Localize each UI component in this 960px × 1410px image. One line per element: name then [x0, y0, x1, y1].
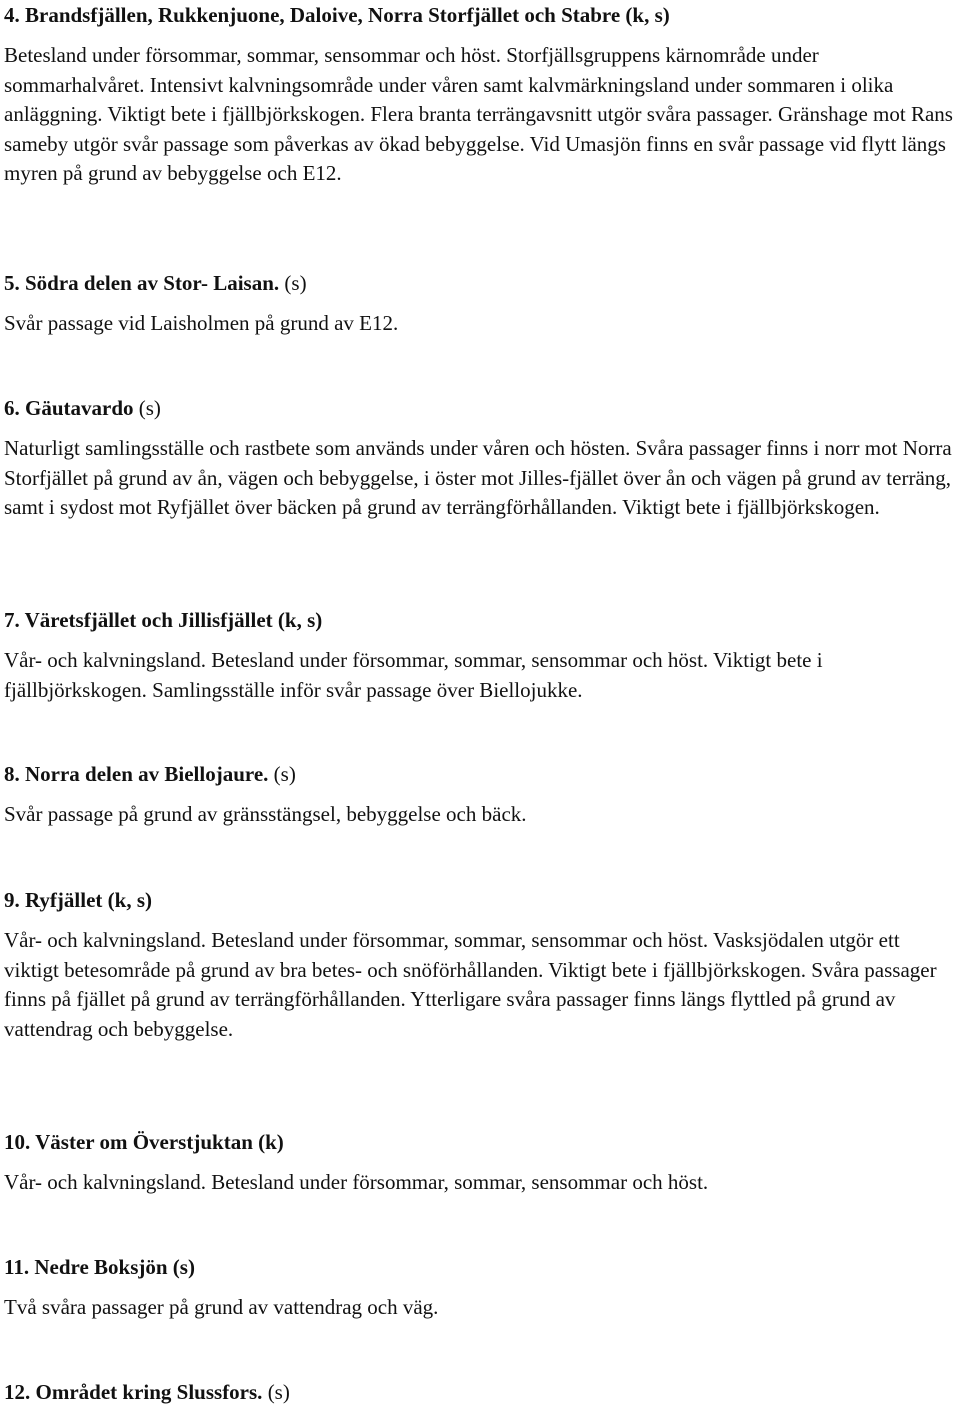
section-heading [4, 1377, 956, 1407]
section-title: 6. Gäutavardo [4, 396, 134, 420]
section-heading [4, 1252, 956, 1282]
section-5 [4, 268, 956, 339]
section-heading [4, 885, 956, 915]
section-8 [4, 759, 956, 830]
section-code: (s) [268, 762, 296, 786]
section-body: Naturligt samlingsställe och rastbete som används under våren och hösten. Svåra passager finns i norr mot Norra Storfjället på grund av ån, vägen och bebyggelse, i öster mot Jilles-fjället över ån och vägen på grund av terräng, samt i sydost mot Ryfjället över bäcken på grund av terrängförhållanden. Viktigt bete i fjällbjörkskogen. [4, 436, 952, 520]
section-11 [4, 1252, 956, 1323]
section-body: Två svåra passager på grund av vattendrag och väg. [4, 1295, 439, 1319]
section-heading [4, 605, 956, 635]
section-body: Vår- och kalvningsland. Betesland under försommar, sommar, sensommar och höst. Viktigt bete i fjällbjörkskogen. Samlingsställe inför svår passage över Biellojukke. [4, 648, 823, 702]
section-heading [4, 0, 956, 30]
section-heading [4, 393, 956, 423]
section-9 [4, 885, 956, 1044]
section-title: 12. Området kring Slussfors. [4, 1380, 263, 1404]
section-title: 10. Väster om Överstjuktan (k) [4, 1130, 284, 1154]
section-code: (s) [133, 396, 161, 420]
section-code: (s) [279, 271, 307, 295]
section-heading [4, 268, 956, 298]
section-title: 7. Väretsfjället och Jillisfjället (k, s) [4, 608, 323, 632]
section-title: 8. Norra delen av Biellojaure. [4, 762, 269, 786]
section-6 [4, 393, 956, 523]
section-heading [4, 1127, 956, 1157]
section-code: (s) [262, 1380, 290, 1404]
section-title: 9. Ryfjället (k, s) [4, 888, 152, 912]
section-body: Vår- och kalvningsland. Betesland under försommar, sommar, sensommar och höst. Vasksjödalen utgör ett viktigt betesområde på grund av bra betes- och snöförhållanden. Viktigt bete i fjällbjörkskogen. Svåra passager finns på fjället på grund av terrängförhållanden. Ytterligare svåra passager finns längs flyttled på grund av vattendrag och bebyggelse. [4, 928, 937, 1041]
section-title: 11. Nedre Boksjön (s) [4, 1255, 195, 1279]
section-body: Svår passage vid Laisholmen på grund av E12. [4, 311, 399, 335]
section-title: 5. Södra delen av Stor- Laisan. [4, 271, 280, 295]
section-heading [4, 759, 956, 789]
section-10 [4, 1127, 956, 1198]
section-12 [4, 1377, 956, 1407]
section-body: Svår passage på grund av gränsstängsel, bebyggelse och bäck. [4, 802, 527, 826]
section-7 [4, 605, 956, 705]
section-title: 4. Brandsfjällen, Rukkenjuone, Daloive, Norra Storfjället och Stabre (k, s) [4, 3, 670, 27]
section-body: Vår- och kalvningsland. Betesland under försommar, sommar, sensommar och höst. [4, 1170, 709, 1194]
section-4 [4, 0, 956, 189]
section-body: Betesland under försommar, sommar, sensommar och höst. Storfjällsgruppens kärnområde under sommarhalvåret. Intensivt kalvningsområde under våren samt kalvmärkningsland under sommaren i olika anläggning. Viktigt bete i fjällbjörkskogen. Flera branta terrängavsnitt utgör svåra passager. Gränshage mot Rans sameby utgör svår passage som påverkas av ökad bebyggelse. Vid Umasjön finns en svår passage vid flytt längs myren på grund av bebyggelse och E12. [4, 43, 953, 186]
